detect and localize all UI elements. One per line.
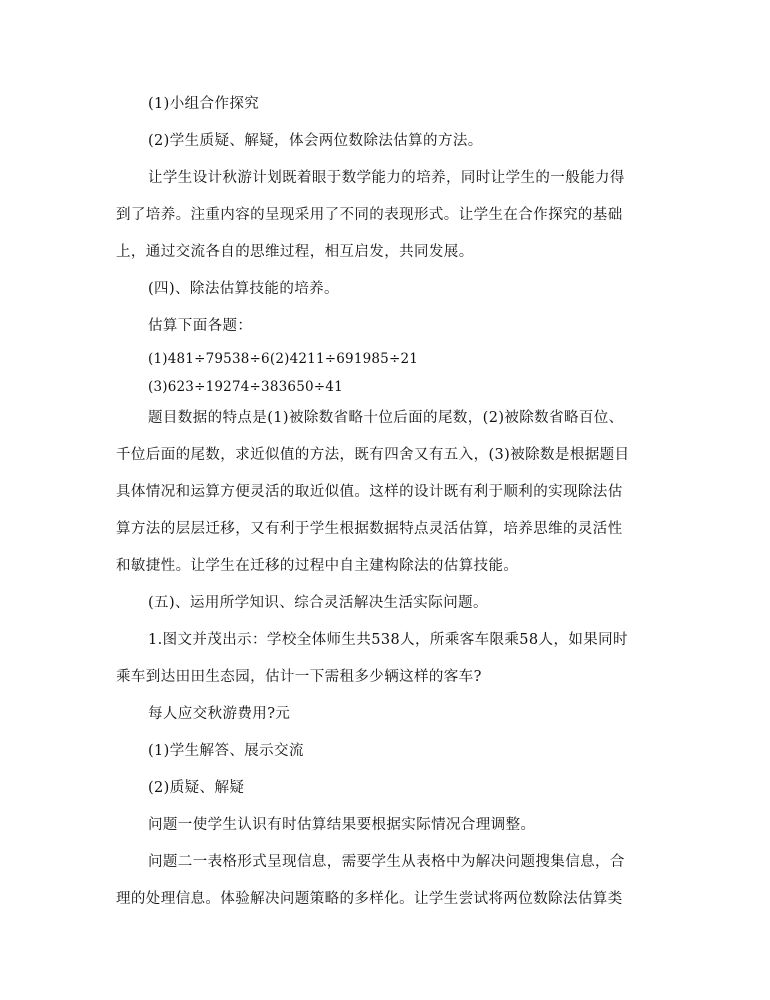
paragraph-line: 千位后面的尾数，求近似值的方法，既有四舍又有五入，(3)被除数是根据题目 bbox=[116, 447, 630, 463]
section-heading-4: (四)、除法估算技能的培养。 bbox=[148, 281, 339, 297]
problem-line: 1.图文并茂出示：学校全体师生共538人，所乘客车限乘58人，如果同时 bbox=[148, 632, 628, 648]
step-group-explore: (1)小组合作探究 bbox=[148, 96, 260, 112]
exercise-line: (1)481÷79538÷6(2)4211÷691985÷21 bbox=[148, 351, 419, 367]
exercise-intro: 估算下面各题： bbox=[148, 318, 253, 334]
paragraph-line: 和敏捷性。让学生在迁移的过程中自主建构除法的估算技能。 bbox=[116, 558, 519, 574]
paragraph-line: 问题二一表格形式呈现信息，需要学生从表格中为解决问题搜集信息，合 bbox=[148, 854, 625, 870]
paragraph-line: 算方法的层层迁移，又有利于学生根据数据特点灵活估算，培养思维的灵活性 bbox=[116, 521, 623, 537]
paragraph-line: 问题一使学生认识有时估算结果要根据实际情况合理调整。 bbox=[148, 817, 536, 833]
problem-line: 乘车到达田田生态园，估计一下需租多少辆这样的客车? bbox=[116, 669, 482, 685]
step-answer-share: (1)学生解答、展示交流 bbox=[148, 743, 304, 759]
paragraph-line: 理的处理信息。体验解决问题策略的多样化。让学生尝试将两位数除法估算类 bbox=[116, 891, 623, 907]
problem-line: 每人应交秋游费用?元 bbox=[148, 706, 291, 722]
step-question-answer: (2)学生质疑、解疑，体会两位数除法估算的方法。 bbox=[148, 133, 483, 149]
paragraph-line: 让学生设计秋游计划既着眼于数学能力的培养，同时让学生的一般能力得 bbox=[148, 170, 625, 186]
paragraph-line: 具体情况和运算方便灵活的取近似值。这样的设计既有利于顺利的实现除法估 bbox=[116, 484, 623, 500]
paragraph-line: 到了培养。注重内容的呈现采用了不同的表现形式。让学生在合作探究的基础 bbox=[116, 207, 623, 223]
paragraph-line: 上，通过交流各自的思维过程，相互启发，共同发展。 bbox=[116, 244, 474, 260]
paragraph-line: 题目数据的特点是(1)被除数省略十位后面的尾数，(2)被除数省略百位、 bbox=[148, 410, 624, 426]
step-question-answer: (2)质疑、解疑 bbox=[148, 780, 245, 796]
section-heading-5: (五)、运用所学知识、综合灵活解决生活实际问题。 bbox=[148, 595, 488, 611]
exercise-line: (3)623÷19274÷383650÷41 bbox=[148, 379, 343, 395]
